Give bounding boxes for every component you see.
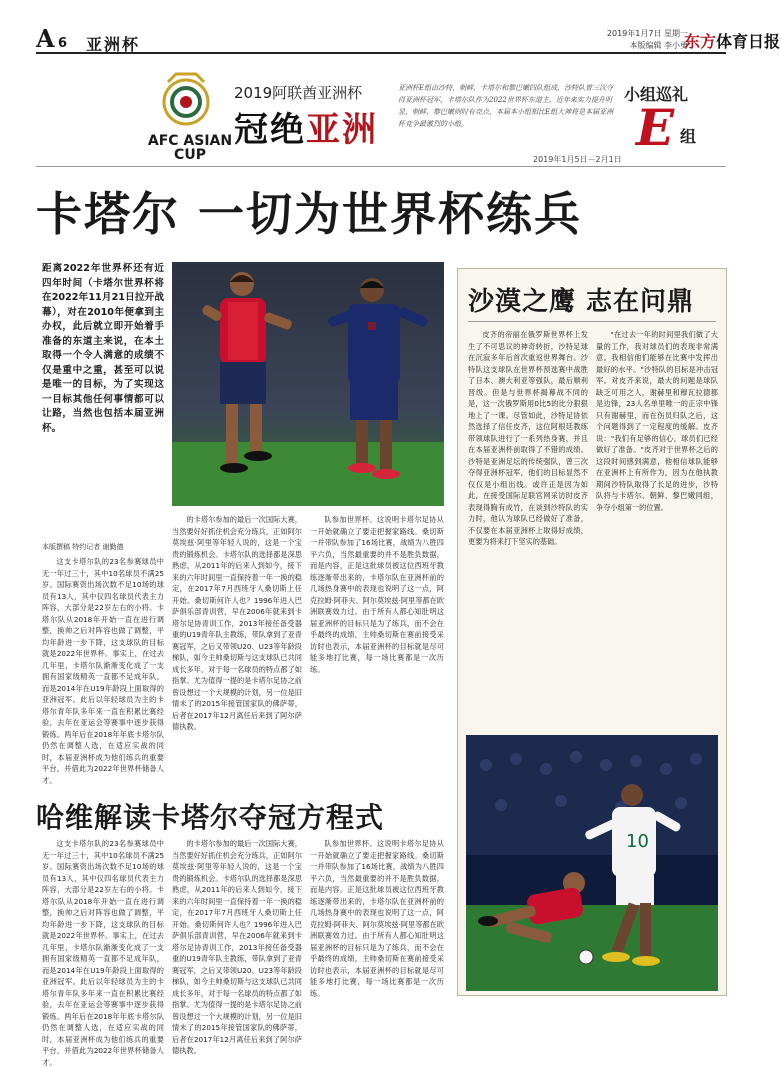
asian-cup-banner (36, 62, 726, 170)
qatar-training-illustration (172, 262, 444, 506)
header-meta (596, 28, 688, 52)
xavi-column-1: 这支卡塔尔队的23名参赛球员中无一年过三十，其中10名球员不满25岁。国际赛资出场次数不足10场的球员有13人，其中仅四名球员代表主力阵容，大部分是22岁左右的小将。卡塔尔队从2018年开始一直在进行调整，换帅之后对阵容也做了调整，平均年龄进一步下降，这支球队的目标就是2022年世界杯。事实上，在过去几年里，卡塔尔队渐渐变化成了一支拥有国家级精英一直都不足成年队，而是2014年在U19年龄段上面取得的亚洲冠军。此后以年轻球员为主的卡塔尔青年队多年来一直在积累比赛经验，去年在亚运会等赛事中逐步获得锻炼。两年后在2018年年底卡塔尔队仍然在调整人选，在适应实战的同时，本届亚洲杯成为他们练兵的重要平台，并借此为2022年世界杯储备人才。 (42, 839, 164, 1067)
editor-credit: 本版编辑 李小勇 (629, 41, 688, 50)
svg-text:10: 10 (626, 831, 649, 852)
group-title: 小组巡礼 (624, 85, 689, 104)
banner-description: 亚洲杯E组由沙特、朝鲜、卡塔尔和黎巴嫩四队组成，沙特队曾三次夺得亚洲杯冠军，卡塔尔队作为2022世界杯东道主，近年来实力提升明显，朝鲜、黎巴嫩则时有亮点，本届本小组相比E组大神将是本届亚洲杯竞争最激烈的小组。 (398, 84, 614, 128)
group-letter: E (636, 98, 675, 157)
cup-title: 2019阿联酋亚洲杯 (234, 84, 363, 102)
xavi-column-3: 队参加世界杯。这说明卡塔尔足协从一开始就确立了要走把握家路线。桑切斯一并带队参加了16场比赛，战绩为八胜四平六负，当然最重要的并不是胜负数据，而是内容，正是这批球员被这位西班牙教练逐渐带出来的，卡塔尔队在亚洲杯前的几场热身赛中的表现也说明了这一点，阿克拉姆·阿菲夫、阿尔莫埃兹·阿里等都在欧洲联赛效力过。由于所有人都心知肚明这届亚洲杯的目标只是为了练兵，而不会在乎最终的成绩，主帅桑切斯在赛前接受采访时也表示，本届亚洲杯的目标就是尽可能多地打比赛，每一场比赛都是一次历练。 (310, 839, 444, 998)
saudi-match-illustration (466, 735, 718, 991)
xavi-column-2: 的卡塔尔参加的最后一次国际大赛，当然要好好抓住机会充分练兵，正如阿尔莫埃兹·阿里等年轻人说的，这是一个宝贵的锻炼机会。卡塔尔队的选择都是深思熟虑，从2011年的后来人到如今，接下来的六年时间里一直保持着一年一换的稳定，在2017年7月西班牙人桑切斯上任开始。桑切斯何许人也？1996年进入巴萨俱乐部青训营，早在2006年就来到卡塔尔足协青训工作，2013年接任备受器重的U19青年队主教练，带队拿到了亚青赛冠军，之后又带领U20、U23等年龄段梯队，如今主帅桑切斯与这支球队已共同成长多年，对于每一名球员的特点都了如指掌。尤为值得一提的是卡塔尔足协之前曾设想过一个大规模的计划，另一位是旧情未了的2015年接管国家队的佛萨蒂，后者在2017年12月离任后来到了阿尔萨德执教。 (172, 839, 302, 1055)
side-column-1: 皮齐的帝丽在俄罗斯世界杯上发生了不可思议的神奇转折，沙特足球在沉寂多年后首次重返世界舞台。沙特队这支球队在世界杯预选赛中战胜了日本、澳大利亚等强队，最后顺利晋级。但是与世界杯揭幕战不同的是，这一次俄罗斯用0比5的比分狠狠地上了一课。尽管如此，沙特足协依然选择了信任皮齐，这位阿根廷教练带领球队进行了一系列热身赛，并且在本届亚洲杯前取得了不错的成绩。沙特是亚洲足坛的传统强队，曾三次夺得亚洲杯冠军，他们的目标显然不仅仅是小组出线。或许正是因为如此，在接受国际足联官网采访时皮齐表现得胸有成竹，在谈到沙特队的实力时，他认为球队已经做好了准备，不仅要在本届亚洲杯上取得好成绩，更要为将来打下坚实的基础。 (468, 330, 588, 546)
main-headline: 卡塔尔 一切为世界杯练兵 (36, 187, 583, 241)
afc-logo-icon (146, 72, 226, 142)
lead-paragraph: 距离2022年世界杯还有近四年时间（卡塔尔世界杯将在2022年11月21日拉开战幕），对在2010年便拿到主办权，此后就立即开始着手准备的东道主来说，在本土取得一个令人满意的成绩不仅是重中之重，甚至可以说是唯一的目标，为了实现这一目标其他任何事情都可以让路，当然也包括本届亚洲杯。 (42, 263, 164, 434)
byline: 本版撰稿 特约记者 谢勤德 (42, 543, 124, 551)
banner-divider (36, 166, 726, 167)
body-column-2: 的卡塔尔参加的最后一次国际大赛，当然要好好抓住机会充分练兵，正如阿尔莫埃兹·阿里等年轻人说的，这是一个宝贵的锻炼机会。卡塔尔队的选择都是深思熟虑，从2011年的后来人到如今，接下来的六年时间里一直保持着一年一换的稳定，在2017年7月西班牙人桑切斯上任开始。桑切斯何许人也？1996年进入巴萨俱乐部青训营，早在2006年就来到卡塔尔足协青训工作，2013年接任备受器重的U19青年队主教练，带队拿到了亚青赛冠军，之后又带领U20、U23等年龄段梯队，如今主帅桑切斯与这支球队已共同成长多年，对于每一名球员的特点都了如指掌。尤为值得一提的是卡塔尔足协之前曾设想过一个大规模的计划，另一位是旧情未了的2015年接管国家队的佛萨蒂，后者在2017年12月离任后来到了阿尔萨德执教。 (172, 515, 302, 731)
saudi-match-photo (466, 735, 718, 991)
afc-logo-text: AFC ASIAN CUP (147, 133, 233, 163)
cup-big-red: 亚洲 (306, 110, 378, 150)
secondary-headline: 哈维解读卡塔尔夺冠方程式 (36, 801, 385, 834)
cup-big-title (234, 102, 378, 151)
tournament-dates: 2019年1月5日－2月1日 (533, 155, 622, 164)
body-column-3: 队参加世界杯。这说明卡塔尔足协从一开始就确立了要走把握家路线。桑切斯一并带队参加了16场比赛，战绩为八胜四平六负，当然最重要的并不是胜负数据，而是内容，正是这批球员被这位西班牙教练逐渐带出来的，卡塔尔队在亚洲杯前的几场热身赛中的表现也说明了这一点，阿克拉姆·阿菲夫、阿尔莫埃兹·阿里等都在欧洲联赛效力过。由于所有人都心知肚明这届亚洲杯的目标只是为了练兵，而不会在乎最终的成绩，主帅桑切斯在赛前接受采访时也表示，本届亚洲杯的目标就是尽可能多地打比赛，每一场比赛都是一次历练。 (310, 515, 444, 674)
page-letter: A (36, 24, 55, 53)
section-name: 亚洲杯 (86, 35, 141, 54)
body-column-1: 这支卡塔尔队的23名参赛球员中无一年过三十，其中10名球员不满25岁。国际赛资出场次数不足10场的球员有13人，其中仅四名球员代表主力阵容，大部分是22岁左右的小将。卡塔尔队从2018年开始一直在进行调整，换帅之后对阵容也做了调整，平均年龄进一步下降，这支球队的目标就是2022年世界杯。事实上，在过去几年里，卡塔尔队渐渐变化成了一支拥有国家级精英一直都不足成年队，而是2014年在U19年龄段上面取得的亚洲冠军。此后以年轻球员为主的卡塔尔青年队多年来一直在积累比赛经验，去年在亚运会等赛事中逐步获得锻炼。两年后在2018年年底卡塔尔队仍然在调整人选，在适应实战的同时，本届亚洲杯成为他们练兵的重要平台，并借此为2022年世界杯储备人才。 (42, 557, 164, 785)
side-divider (468, 321, 716, 322)
saudi-side-panel (457, 268, 727, 996)
side-column-2: "在过去一年的时间里我们做了大量的工作，我对球员们的表现非常满意。我相信他们能够在比赛中发挥出最好的水平。"沙特队的目标是冲击冠军。对皮齐来说，最大的问题是球队缺乏可用之人，谢赫里和穆瓦拉德都是边锋，23人名单里唯一的正宗中锋只有谢赫里，而在伤员归队之后，这个问题得到了一定程度的缓解。皮齐说："我们有足够的信心，球员们已经做好了准备。"皮齐对于世界杯之后的这段时间感到满意，他相信球队能够在亚洲杯上有所作为，因为在他执教期间沙特队取得了长足的进步，沙特队将与卡塔尔、朝鲜、黎巴嫩同组，争夺小组第一的位置。 (596, 330, 718, 512)
side-headline: 沙漠之鹰 志在问鼎 (468, 287, 695, 317)
issue-date: 2019年1月7日 星期一 (606, 29, 688, 38)
brand-black: 体育日报 (716, 32, 780, 51)
newspaper-brand (684, 29, 780, 52)
page-number: 6 (58, 36, 68, 51)
group-suffix: 组 (680, 127, 697, 146)
qatar-training-photo (172, 262, 444, 506)
page-header (36, 24, 780, 54)
cup-big-black: 冠绝 (234, 110, 306, 150)
brand-red: 东方 (684, 32, 717, 51)
